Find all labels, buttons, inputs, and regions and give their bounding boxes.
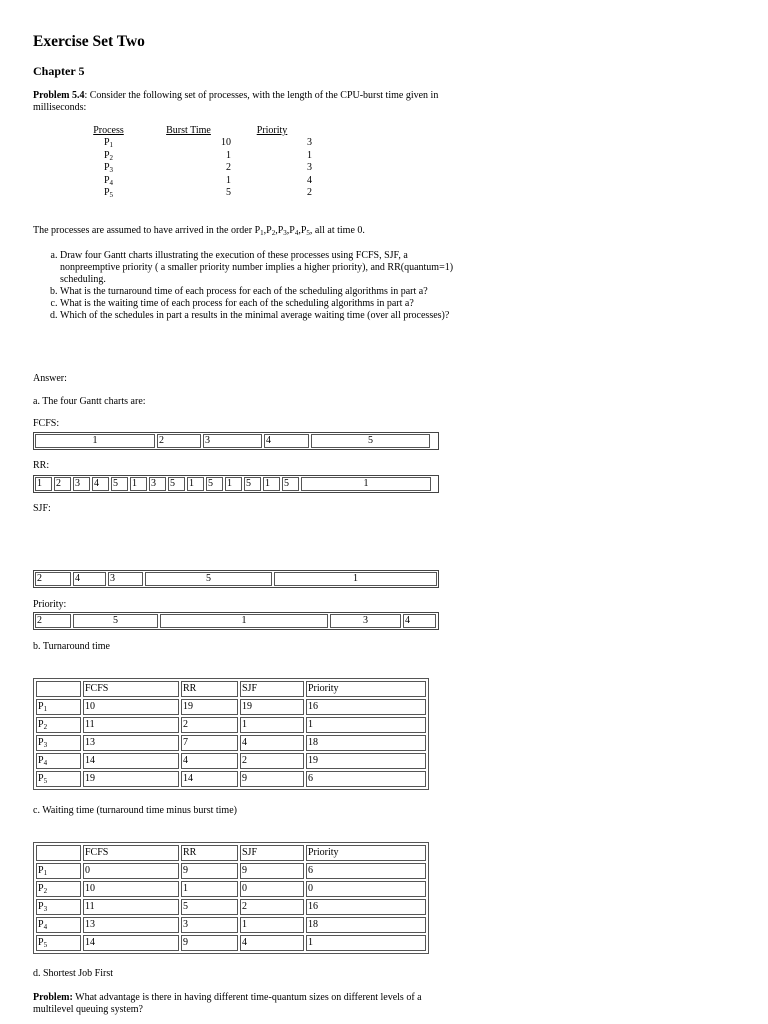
value-cell: 9	[240, 863, 304, 879]
part-c-heading: c. Waiting time (turnaround time minus burst time)	[33, 805, 237, 816]
gantt-cell: 5	[282, 477, 299, 491]
value-cell: 2	[240, 899, 304, 915]
priority: 3	[307, 162, 312, 174]
value-cell: 13	[83, 735, 179, 751]
gantt-cell: 3	[203, 434, 262, 448]
question-b: b. What is the turnaround time of each process for each of the scheduling algorithms in part a?	[60, 286, 465, 298]
table-row	[72, 137, 312, 149]
value-cell: 9	[181, 935, 238, 951]
gantt-cell: 5	[206, 477, 223, 491]
table-row	[36, 863, 426, 879]
part-a-heading: a. The four Gantt charts are:	[33, 396, 146, 407]
table-row	[36, 899, 426, 915]
header-process: Process	[93, 125, 124, 136]
process-cell: $P_5$	[36, 935, 81, 951]
gantt-cell: 1	[263, 477, 280, 491]
process-cell: $P_3$	[36, 735, 81, 751]
burst-time: 1	[226, 174, 231, 186]
question-a: a. Draw four Gantt charts illustrating the execution of these processes using FCFS, SJF, a nonpreemptive priority ( a smaller priority number implies a higher priority), and RR(quantum=1) scheduling.	[60, 250, 465, 286]
problem-label: Problem 5.4	[33, 90, 85, 101]
value-cell: 11	[83, 717, 179, 733]
gantt-cell: 1	[301, 477, 431, 491]
gantt-cell: 2	[54, 477, 71, 491]
value-cell: 5	[181, 899, 238, 915]
value-cell: 6	[306, 863, 426, 879]
header-cell	[36, 681, 81, 697]
fcfs-gantt-chart	[33, 432, 439, 450]
table-row	[72, 187, 312, 199]
value-cell: 1	[240, 717, 304, 733]
gantt-cell: 5	[244, 477, 261, 491]
table-row	[36, 699, 426, 715]
process-name: $P_2$	[103, 149, 114, 162]
gantt-cell: 3	[330, 614, 401, 628]
process-table-header	[72, 125, 312, 137]
header-cell: FCFS	[83, 681, 179, 697]
value-cell: 4	[240, 735, 304, 751]
sjf-gantt-chart	[33, 570, 439, 588]
table-header-row	[36, 845, 426, 861]
value-cell: 9	[240, 771, 304, 787]
header-cell: RR	[181, 681, 238, 697]
header-cell: SJF	[240, 845, 304, 861]
value-cell: 7	[181, 735, 238, 751]
value-cell: 19	[306, 753, 426, 769]
gantt-cell: 1	[130, 477, 147, 491]
value-cell: 1	[306, 935, 426, 951]
value-cell: 11	[83, 899, 179, 915]
value-cell: 1	[181, 881, 238, 897]
burst-time: 10	[221, 137, 231, 149]
problem-statement	[33, 90, 443, 114]
value-cell: 6	[306, 771, 426, 787]
value-cell: 13	[83, 917, 179, 933]
table-row	[36, 917, 426, 933]
burst-time: 5	[226, 187, 231, 199]
gantt-cell: 1	[274, 572, 437, 586]
value-cell: 16	[306, 699, 426, 715]
priority: 3	[307, 137, 312, 149]
header-burst-time: Burst Time	[166, 125, 211, 136]
gantt-cell: 1	[187, 477, 204, 491]
value-cell: 3	[181, 917, 238, 933]
part-d-heading: d. Shortest Job First	[33, 968, 114, 979]
gantt-cell: 2	[35, 614, 71, 628]
process-cell: $P_1$	[36, 699, 81, 715]
value-cell: 0	[306, 881, 426, 897]
priority: 1	[307, 149, 312, 161]
process-cell: $P_4$	[36, 753, 81, 769]
rr-label: RR:	[33, 460, 50, 471]
gantt-cell: 4	[264, 434, 309, 448]
value-cell: 19	[240, 699, 304, 715]
question-d: d. Which of the schedules in part a results in the minimal average waiting time (over all processes)?	[60, 310, 465, 322]
table-row	[36, 735, 426, 751]
gantt-cell: 2	[35, 572, 71, 586]
gantt-cell: 5	[111, 477, 128, 491]
table-row	[72, 175, 312, 187]
gantt-cell: 4	[73, 572, 106, 586]
gantt-cell: 3	[108, 572, 143, 586]
priority: 4	[307, 174, 312, 186]
problem-2-label: Problem:	[33, 992, 73, 1003]
burst-time: 2	[226, 162, 231, 174]
gantt-cell: 5	[73, 614, 158, 628]
process-cell: $P_2$	[36, 881, 81, 897]
process-name: $P_3$	[103, 162, 114, 175]
value-cell: 1	[240, 917, 304, 933]
table-row	[36, 935, 426, 951]
table-row	[72, 150, 312, 162]
process-cell: $P_5$	[36, 771, 81, 787]
process-name: $P_4$	[103, 174, 114, 187]
header-cell: RR	[181, 845, 238, 861]
page-title: Exercise Set Two	[33, 33, 145, 50]
table-row	[36, 717, 426, 733]
question-list	[33, 250, 465, 322]
process-cell: $P_2$	[36, 717, 81, 733]
gantt-cell: 3	[73, 477, 90, 491]
header-cell	[36, 845, 81, 861]
gantt-cell: 3	[149, 477, 166, 491]
value-cell: 10	[83, 699, 179, 715]
table-row	[36, 753, 426, 769]
turnaround-table	[33, 678, 429, 790]
priority-label: Priority:	[33, 599, 67, 610]
value-cell: 1	[306, 717, 426, 733]
gantt-cell: 5	[168, 477, 185, 491]
process-cell: $P_1$	[36, 863, 81, 879]
value-cell: 10	[83, 881, 179, 897]
gantt-cell: 4	[92, 477, 109, 491]
fcfs-label: FCFS:	[33, 418, 60, 429]
value-cell: 14	[83, 935, 179, 951]
gantt-cell: 5	[311, 434, 430, 448]
value-cell: 2	[181, 717, 238, 733]
problem-text: : Consider the following set of processes, with the length of the CPU-burst time given in milliseconds:	[33, 90, 439, 113]
header-priority: Priority	[256, 125, 288, 136]
header-cell: SJF	[240, 681, 304, 697]
value-cell: 4	[181, 753, 238, 769]
value-cell: 16	[306, 899, 426, 915]
gantt-cell: 5	[145, 572, 272, 586]
gantt-cell: 1	[225, 477, 242, 491]
priority: 2	[307, 187, 312, 199]
question-c: c. What is the waiting time of each process for each of the scheduling algorithms in part a?	[60, 298, 465, 310]
table-row	[36, 881, 426, 897]
sjf-label: SJF:	[33, 503, 51, 514]
gantt-cell: 4	[403, 614, 436, 628]
problem-2-statement	[33, 992, 443, 1016]
value-cell: 14	[181, 771, 238, 787]
priority-gantt-chart	[33, 612, 439, 630]
answer-label: Answer:	[33, 373, 67, 384]
value-cell: 2	[240, 753, 304, 769]
value-cell: 19	[83, 771, 179, 787]
table-header-row	[36, 681, 426, 697]
gantt-cell: 2	[157, 434, 201, 448]
header-cell: Priority	[306, 845, 426, 861]
rr-gantt-chart	[33, 475, 439, 493]
problem-2-text: What advantage is there in having different time-quantum sizes on different levels of a multilevel queuing system?	[33, 992, 422, 1015]
process-table	[72, 125, 312, 199]
header-cell: Priority	[306, 681, 426, 697]
burst-time: 1	[226, 149, 231, 161]
value-cell: 19	[181, 699, 238, 715]
header-cell: FCFS	[83, 845, 179, 861]
value-cell: 0	[83, 863, 179, 879]
value-cell: 14	[83, 753, 179, 769]
gantt-cell: 1	[35, 477, 52, 491]
arrival-text: The processes are assumed to have arrived in the order $P_1,P_2,P_3,P_4,P_5$, all at time 0.	[33, 225, 365, 237]
process-cell: $P_4$	[36, 917, 81, 933]
table-row	[72, 162, 312, 174]
table-row	[36, 771, 426, 787]
value-cell: 0	[240, 881, 304, 897]
gantt-cell: 1	[160, 614, 328, 628]
chapter-heading: Chapter 5	[33, 64, 85, 78]
process-cell: $P_3$	[36, 899, 81, 915]
process-name: $P_1$	[103, 137, 114, 150]
value-cell: 18	[306, 917, 426, 933]
process-name: $P_5$	[103, 187, 114, 200]
gantt-cell: 1	[35, 434, 155, 448]
value-cell: 4	[240, 935, 304, 951]
waiting-time-table	[33, 842, 429, 954]
value-cell: 18	[306, 735, 426, 751]
value-cell: 9	[181, 863, 238, 879]
part-b-heading: b. Turnaround time	[33, 641, 110, 652]
